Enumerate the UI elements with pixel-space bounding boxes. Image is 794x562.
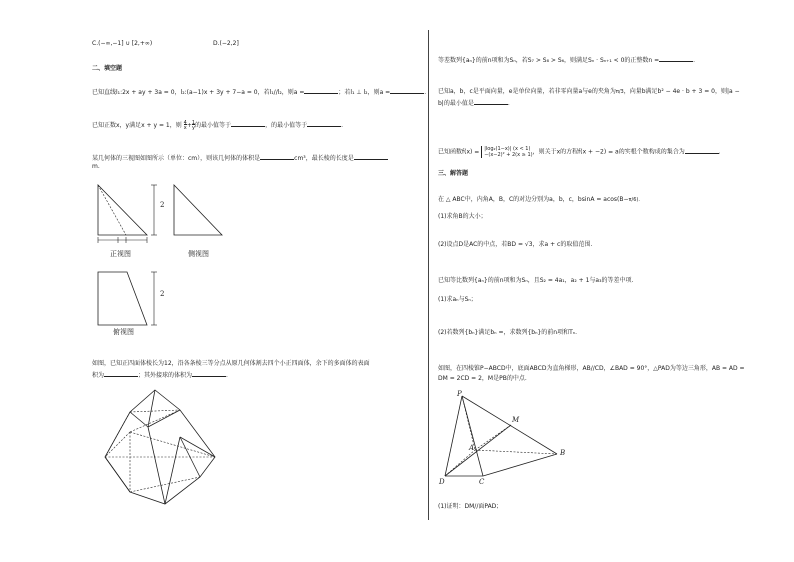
q1-blank-a[interactable]: [304, 87, 338, 94]
q4-line2: 积为 ；其外接球的体积为 .: [92, 372, 228, 379]
q5-line: 等差数列{aₙ}的前n项和为Sₙ，若S₇ > S₈ > S₆，则满足Sₙ · Sₙ₊₁ < 0的正整数n = .: [438, 57, 696, 64]
q7-text2: ，则关于x的方程f(x +: [532, 148, 595, 156]
q5-blank[interactable]: [659, 55, 693, 62]
q9-line: [438, 277, 633, 285]
q8-text: 在 △ ABC中，内角A，B，C的对边分别为a，b，c，bsinA = acos(B−: [438, 196, 629, 203]
q4-blank-a[interactable]: [104, 370, 138, 377]
pyramid-figure: [435, 388, 575, 488]
q8-part1: (1)求角B的大小；: [438, 213, 487, 220]
q6-blank[interactable]: [474, 98, 508, 105]
q6-frac: π/3: [615, 89, 624, 95]
q3-blank-a[interactable]: [260, 153, 294, 160]
q10-text2: DM = 2CD = 2，M是PB的中点.: [438, 375, 527, 382]
q2-blank-b[interactable]: [307, 120, 341, 127]
q7-case1: |log₂(1−x)| (x < 1): [484, 146, 531, 152]
q7-blank[interactable]: [685, 147, 719, 154]
q2-plus: +: [186, 122, 192, 129]
q9-text2: a₃的等差中项.: [595, 277, 634, 284]
top-view-shape: [98, 272, 147, 325]
option-d: D.(−2,2]: [213, 40, 239, 47]
q9-part2b: ，求数列{bₙ}的前n项和Tₙ.: [503, 329, 578, 336]
q4-blank-b[interactable]: [192, 370, 226, 377]
q2-blank-a[interactable]: [231, 120, 265, 127]
dim-2-front: 2: [160, 201, 165, 209]
q1-blank-b[interactable]: [390, 87, 424, 94]
q1-line: 已知直线l₁:2x + ay + 3a = 0，l₂:(a−1)x + 3y + 7−a = 0，若l₁//l₂，则a = ；若l₁ ⊥ l₂，则a = .: [92, 89, 427, 96]
q3-text: 某几何体的三视图如图所示（单位：cm），则该几何体的体积是: [92, 155, 261, 162]
point-a: A: [469, 444, 475, 452]
q7-text3: −2) = a的实根个数构成的集合为: [595, 148, 685, 156]
q3-line: [92, 153, 388, 163]
q9-part1: (1)求aₙ与Sₙ；: [438, 296, 477, 303]
q8-line: [438, 196, 640, 204]
q2-frac-bottom: x: [183, 124, 187, 131]
column-divider: [428, 30, 429, 520]
q6-text2: ，向量b满足b² − 4e · b + 3 = 0，则|a −: [623, 88, 740, 95]
q6-line2: b|的最小值是 .: [438, 100, 510, 107]
front-view-label: 正视图: [110, 250, 131, 258]
q6-line: [438, 88, 740, 96]
q1-text: 已知直线l₁:2x + ay + 3a = 0，l₂:(a−1)x + 3y + 7−a = 0，若l₁//l₂，则a =: [92, 89, 305, 96]
q9-text: 已知等比数列{aₙ}的前n项和为Sₙ，且S₂ = 4a₁，a₂ + 1与: [438, 277, 596, 284]
q2-text4: 的最小值等于: [271, 122, 308, 129]
q7-case2: −(x−2)² + 2(x ≥ 1): [484, 152, 533, 158]
side-view-shape: [174, 185, 222, 235]
q7-line: 已知函数f(x) = |log₂(1−x)| (x < 1) −(x−2)² + 2(x ≥ 1)，则关于x的方程f(x + −2) = a的实根个数构成的集合为 .: [438, 146, 721, 158]
point-m: M: [512, 416, 520, 424]
q10-text: 如图，在四棱锥P−ABCD中，底面ABCD为直角梯形，AB//CD，∠BAD = 90°，△PAD为等边三角形，AB = AD =: [438, 365, 745, 372]
q2-text: 已知正数x，y满足x + y = 1，则: [92, 122, 182, 129]
q3-text2: cm³，最长棱的长度是: [294, 155, 354, 162]
section2-heading: 二、填空题: [92, 65, 123, 72]
q6-text: 已知a，b，c是平面向量，e是单位向量，若非零向量a与e的夹角为: [438, 88, 616, 95]
q2-text3: ，: [265, 122, 272, 129]
point-d: D: [439, 478, 445, 486]
point-b: B: [560, 449, 566, 457]
point-c: C: [479, 478, 485, 486]
option-c: C.(−∞,−1] ∪ [2,+∞): [92, 40, 153, 47]
q6-text3: b|的最小值是: [438, 100, 474, 107]
q3-text3: m.: [92, 163, 100, 170]
point-p: P: [457, 390, 462, 398]
side-view-label: 侧视图: [188, 250, 209, 258]
q2-text2: 的最小值等于: [195, 122, 232, 129]
polyhedron-figure: [100, 382, 225, 512]
front-view-dashed-edge: [98, 185, 126, 235]
q4-text2: 积为: [92, 372, 105, 379]
q3-blank-b[interactable]: [354, 153, 388, 160]
q1-text2: ；若l₁ ⊥ l₂，则a =: [338, 89, 391, 96]
q7-text: 已知函数f(x) =: [438, 148, 480, 156]
q2-line: 已知正数x，y满足x + y = 1，则 4 x+1 y的最小值等于 ，的最小值等于 .: [92, 119, 344, 131]
q10-part1: (1)证明：DM//面PAD；: [438, 503, 503, 510]
three-views-figure: [92, 180, 242, 345]
q4-text: 如图，已知正四面体棱长为12，沿各条棱三等分点从原几何体割去四个小正四面体，余下的多面体的表面: [92, 360, 370, 367]
section3-heading: 三、解答题: [438, 170, 469, 177]
dim-2-top: 2: [160, 290, 165, 298]
q9-part2-line: [438, 329, 577, 337]
q9-part2: (2)若数列{bₙ}满足bₙ =: [438, 329, 504, 336]
q5-text: 等差数列{aₙ}的前n项和为Sₙ，若S₇ > S₈ > S₆，则满足Sₙ · Sₙ₊₁ < 0的正整数n =: [438, 57, 660, 64]
front-view-shape: [98, 185, 147, 235]
q4-text3: ；其外接球的体积为: [138, 372, 193, 379]
q2-frac2-top: 1: [191, 119, 196, 126]
q7-cases: [481, 146, 532, 158]
q8-text-end: π/6).: [628, 197, 640, 203]
q2-frac2-bottom: y: [191, 124, 195, 131]
q2-frac-top: 4: [183, 119, 187, 126]
top-view-label: 俯视图: [113, 328, 134, 336]
q8-part2: (2)设点D是AC的中点，若BD = √3，求a + c的取值范围.: [438, 241, 593, 248]
